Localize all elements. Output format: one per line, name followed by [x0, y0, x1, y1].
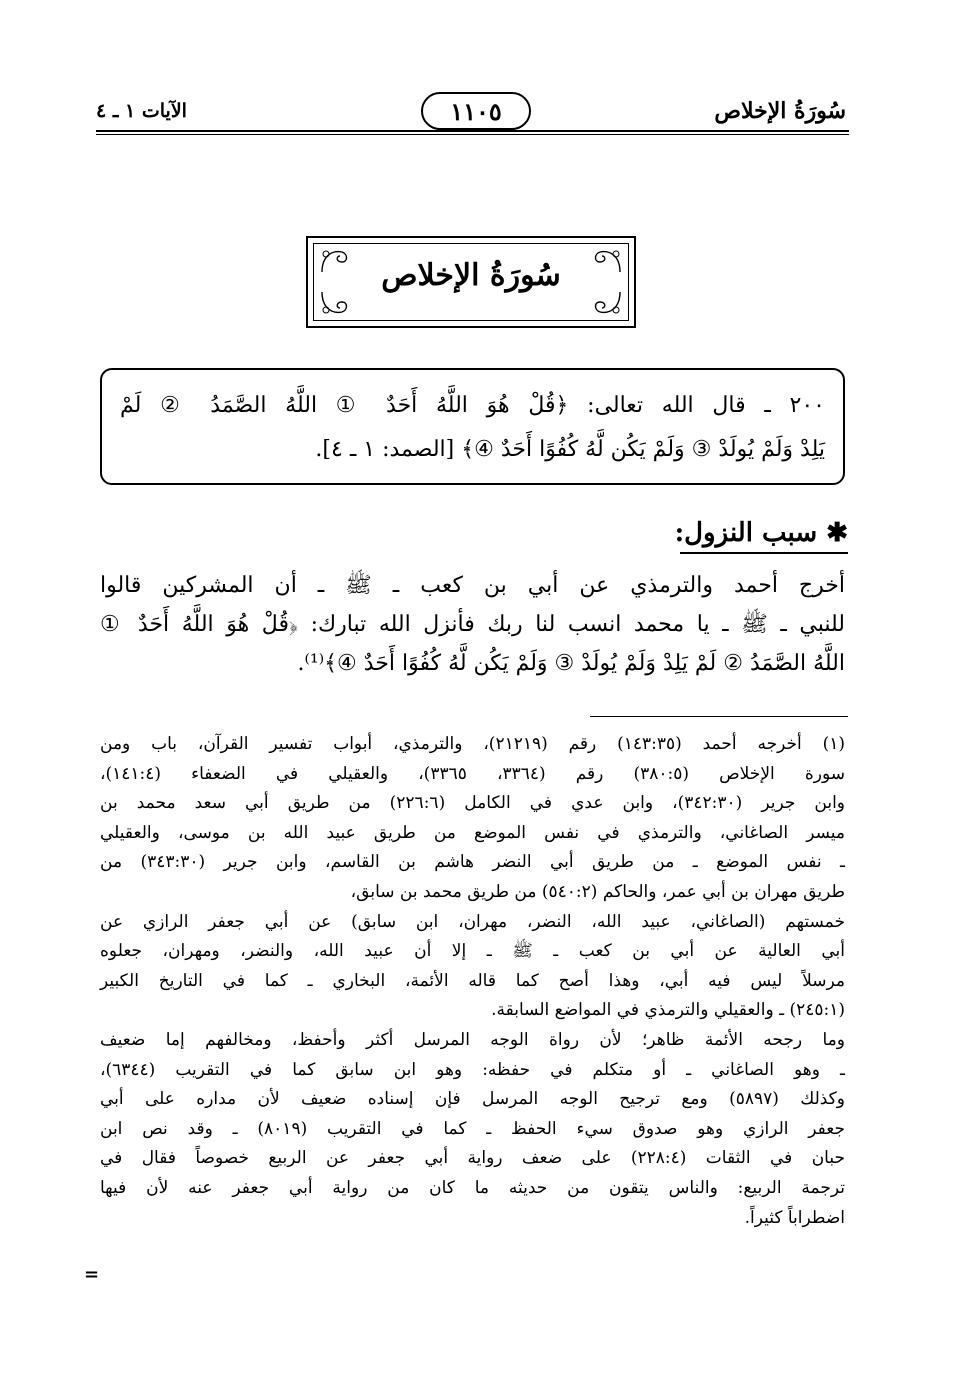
corner-ornament-icon — [584, 246, 624, 276]
body-line: أخرج أحمد والترمذي عن أبي بن كعب ـ ﷺ ـ أن المشركين قالوا — [100, 573, 845, 598]
section-heading: ✱ سبب النزول: — [674, 518, 848, 548]
surah-title-frame — [306, 236, 636, 328]
corner-ornament-icon — [318, 288, 358, 318]
footnote-line: اضطراباً كثيراً. — [744, 1207, 845, 1228]
corner-ornament-icon — [584, 288, 624, 318]
header-surah-name: سُورَةُ الإخلاص — [714, 98, 846, 124]
footnote-line: حبان في الثقات (٢٢٨:٤) على ضعف رواية أبي جعفر عن الربيع خصوصاً فقال في — [100, 1148, 846, 1169]
footnote-line: جعفر الرازي وهو صدوق سيء الحفظ ـ كما في التقريب (٨٠١٩) ـ وقد نص ابن — [100, 1118, 845, 1139]
verse-box — [100, 368, 845, 485]
footnote-line: سورة الإخلاص (٣٨٠:٥) رقم (٣٣٦٤، ٣٣٦٥)، والعقيلي في الضعفاء (١٤١:٤)، — [100, 763, 845, 784]
body-paragraph — [100, 566, 845, 683]
body-line: للنبي ـ ﷺ ـ يا محمد انسب لنا ربك فأنزل الله تبارك: ﴿قُلْ هُوَ اللَّهُ أَحَدٌ ① — [100, 612, 845, 637]
header-verses-range: الآيات ١ ـ ٤ — [96, 100, 187, 122]
corner-ornament-icon — [318, 246, 358, 276]
header-divider-thin — [96, 134, 849, 135]
footnote-line: (١) أخرجه أحمد (١٤٣:٣٥) رقم (٢١٢١٩)، والترمذي، أبواب تفسير القرآن، باب ومن — [100, 734, 845, 754]
section-heading-underline — [680, 552, 848, 554]
footnote-line: مرسلاً ليس فيه أبي، وهذا أصح كما قاله الأئمة، البخاري ـ كما في التاريخ الكبير — [100, 970, 845, 991]
surah-title: سُورَةُ الإخلاص — [381, 258, 561, 293]
footnote-line: ـ نفس الموضع ـ من طريق أبي النضر هاشم بن القاسم، وابن جرير (٣٤٣:٣٠) من — [100, 852, 845, 873]
footnote-line: ميسر الصاغاني، والترمذي في نفس الموضع من طريق عبيد الله بن موسى، والعقيلي — [100, 822, 845, 843]
footnote-continuation-mark: = — [84, 1264, 100, 1285]
footnote-separator — [590, 716, 848, 717]
footnote-line: ترجمة الربيع: والناس يتقون من حديثه ما كان من رواية أبي جعفر عنه لأن فيها — [100, 1177, 845, 1198]
verse-line: يَلِدْ وَلَمْ يُولَدْ ③ وَلَمْ يَكُن لَّهُ كُفُوًا أَحَدٌ ④﴾ [الصمد: ١ ـ ٤]. — [315, 437, 825, 462]
footnote-line: طريق مهران بن أبي عمر، والحاكم (٥٤٠:٢) من طريق محمد بن سابق، — [350, 881, 845, 902]
footnote-line: ـ وهو الصاغاني ـ أو متكلم في حفظه: وهو ابن سابق كما في التقريب (٦٣٤٤)، — [100, 1059, 845, 1080]
page-number: ١١٠٥ — [450, 96, 502, 126]
footnote-line: وما رجحه الأئمة ظاهر؛ لأن رواة الوجه المرسل أكثر وأحفظ، ومخالفهم إما ضعيف — [100, 1029, 845, 1050]
verse-line: ٢٠٠ ـ قال الله تعالى: ﴿قُلْ هُوَ اللَّهُ أَحَدٌ ① اللَّهُ الصَّمَدُ ② لَمْ — [120, 393, 825, 418]
footnotes — [100, 730, 845, 1233]
footnote-line: وابن جرير (٣٤٢:٣٠)، وابن عدي في الكامل (٢٢٦:٦) من طريق أبي سعد محمد بن — [100, 793, 846, 814]
footnote-line: (٢٤٥:١) ـ والعقيلي والترمذي في المواضع السابقة. — [491, 1000, 845, 1021]
header-divider — [96, 130, 849, 132]
footnote-line: وكذلك (٥٨٩٧) ومع ترجيح الوجه المرسل فإن إسناده ضعيف لأن مداره على أبي — [100, 1089, 845, 1110]
footnote-line: أبي العالية عن أبي بن كعب ـ ﷺ ـ إلا أن عبيد الله، والنضر، ومهران، جعلوه — [100, 941, 845, 962]
footnote-line: خمستهم (الصاغاني، عبيد الله، النضر، مهران، ابن سابق) عن أبي جعفر الرازي عن — [100, 911, 845, 932]
page-number-badge — [421, 92, 531, 130]
body-line: اللَّهُ الصَّمَدُ ② لَمْ يَلِدْ وَلَمْ يُولَدْ ③ وَلَمْ يَكُن لَّهُ كُفُوًا أَحَدٌ ④﴾⁽¹⁾. — [297, 651, 845, 676]
